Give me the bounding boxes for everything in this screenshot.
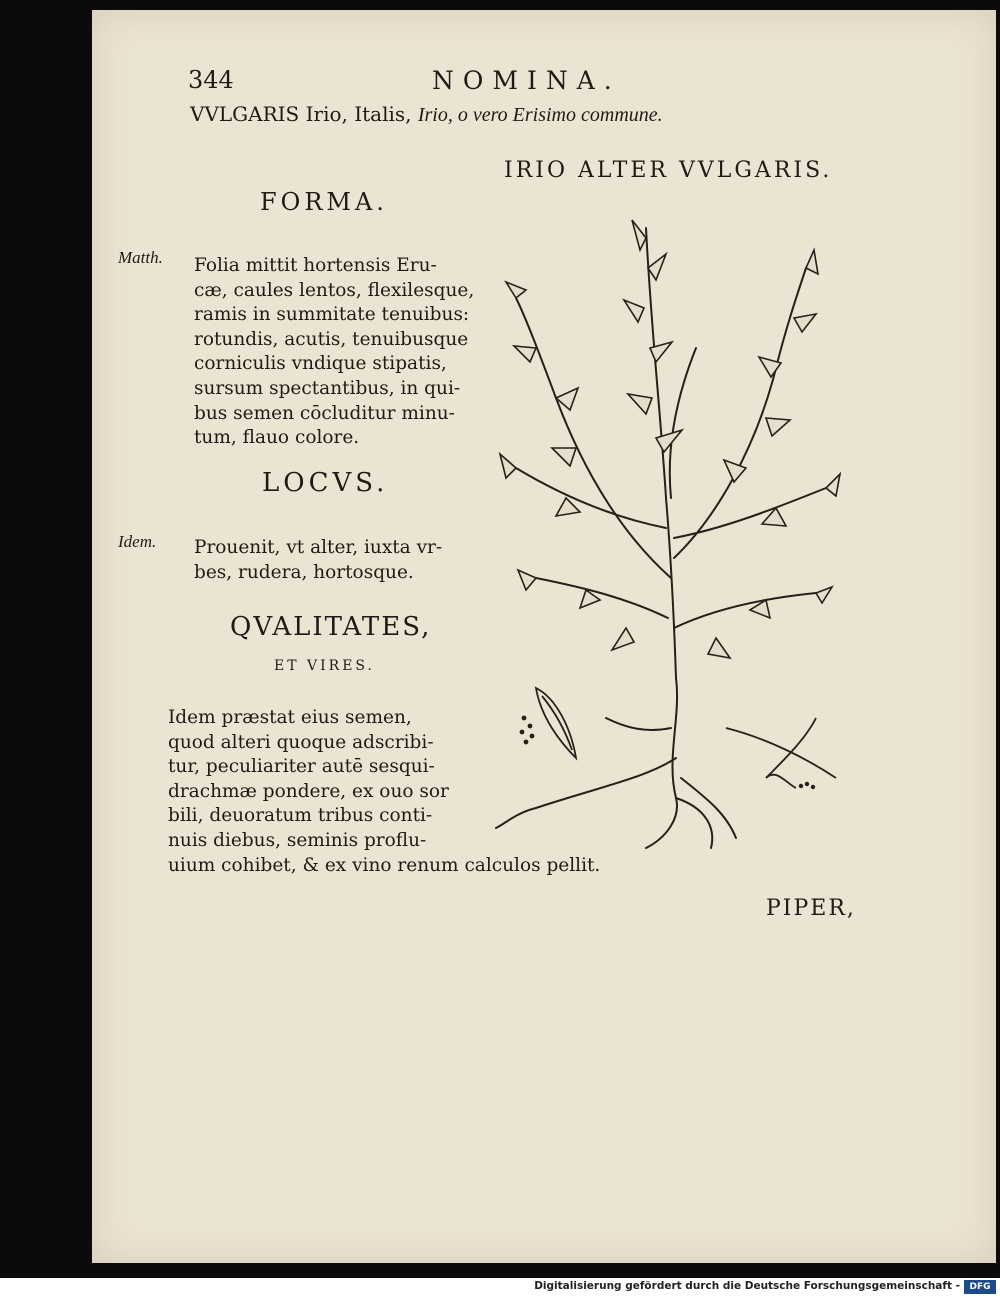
text-line: Idem præstat eius semen, — [168, 707, 412, 728]
text-line: nuis diebus, seminis proflu- — [168, 829, 427, 851]
running-title: NOMINA. — [432, 66, 621, 95]
figure-caption: IRIO ALTER VVLGARIS. — [504, 158, 833, 183]
page-number: 344 — [188, 66, 234, 94]
margin-note-matth: Matth. — [118, 248, 163, 267]
subheading-vires: ET VIRES. — [274, 658, 375, 674]
text-line: bes, rudera, hortosque. — [194, 561, 414, 583]
footer-bar — [0, 1278, 1000, 1297]
dfg-logo: DFG — [964, 1280, 996, 1294]
text-line: tur, peculiariter autē sesqui- — [168, 756, 435, 778]
text-line: cæ, caules lentos, flexilesque, — [194, 279, 475, 301]
heading-qualitates: QVALITATES, — [230, 612, 432, 642]
locus-paragraph — [194, 536, 442, 585]
text-line: bili, deuoratum tribus conti- — [168, 805, 433, 827]
plant-woodcut-illustration — [476, 198, 866, 858]
text-line: tum, flauo colore. — [194, 427, 360, 449]
text-line: corniculis vndique stipatis, — [194, 353, 447, 375]
vulgar-names-line — [190, 102, 663, 127]
text-line: Folia mittit hortensis Eru- — [194, 255, 437, 276]
vulgar-names-italic: Irio, o vero Erisimo commune. — [417, 104, 663, 126]
text-line: quod alteri quoque adscribi- — [168, 731, 434, 753]
text-line: ramis in summitate tenuibus: — [194, 304, 470, 326]
text-line: sursum spectantibus, in qui- — [194, 377, 461, 399]
text-line: bus semen cōcluditur minu- — [194, 402, 455, 424]
catchword: PIPER, — [766, 896, 856, 921]
heading-forma: FORMA. — [260, 188, 388, 216]
text-line: rotundis, acutis, tenuibusque — [194, 328, 469, 350]
margin-note-idem: Idem. — [118, 532, 157, 551]
heading-locus: LOCVS. — [262, 468, 389, 498]
vulgar-names-lead: VVLGARIS Irio, Italis, — [190, 102, 412, 126]
footer-credit: Digitalisierung gefördert durch die Deutsche Forschungsgemeinschaft - — [534, 1280, 960, 1292]
text-line: drachmæ pondere, ex ouo sor — [168, 780, 449, 802]
text-line: Prouenit, vt alter, iuxta vr- — [194, 537, 443, 558]
forma-paragraph — [194, 254, 474, 451]
text-line: uium cohibet, & ex vino renum calculos pellit. — [168, 854, 601, 876]
